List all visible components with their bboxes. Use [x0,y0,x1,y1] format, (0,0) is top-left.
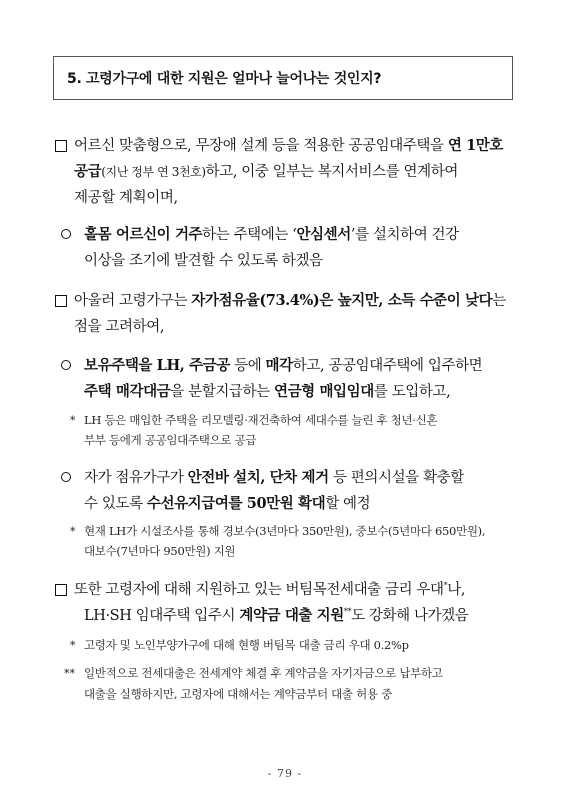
text-span-bold: 안심센서 [296,226,351,243]
note-1-line-1: LH 등은 매입한 주택을 리모델링·재건축하여 세대수를 늘린 후 청년·신혼 [84,413,438,427]
note-4-line-2: 대출을 실행하지만, 고령자에 대해서는 계약금부터 대출 허용 중 [84,687,392,701]
text-span-bold: 보유주택을 LH, 주금공 [84,357,230,374]
note-1-line-2: 부부 등에게 공공임대주택으로 공급 [84,433,257,447]
circle-bullet-icon [61,229,71,239]
note-3-line-1: 고령자 및 노인부양가구에 대해 현행 버팀목 대출 금리 우대 0.2%p [84,638,409,652]
text-span: ’를 설치하여 건강 [350,227,459,243]
note-2-line-2: 대보수(7년마다 950만원) 지원 [84,544,236,558]
paragraph-1-sub-line-2 [84,249,323,270]
paragraph-2-line-2 [74,315,164,336]
text-span-bold: 연금형 매입임대 [273,383,374,400]
text-span: 를 도입하고, [373,384,451,400]
square-bullet-icon [55,295,67,307]
text-span: 아울러 고령가구는 [74,293,192,309]
paragraph-2-sub-2-line-1 [84,466,464,487]
text-span-bold: 공급 [74,163,102,180]
note-2-line-1: 현재 LH가 시설조사를 통해 경보수(3년마다 350만원), 중보수(5년마다 650만원), [84,524,486,538]
footnote-mark: * [70,639,76,652]
text-span: 점을 고려하여, [74,319,165,335]
text-span-small: (지난 정부 연 3천호) [101,165,206,179]
text-span: 할 예정 [325,496,371,512]
text-span-bold: 자가점유율(73.4%)은 높지만, 소득 수준이 낮다 [191,292,493,309]
footnote-mark: ** [64,667,75,680]
text-span: 수 있도록 [84,496,147,512]
paragraph-2-sub-1-line-1 [84,354,482,375]
paragraph-3-line-2 [84,604,468,625]
paragraph-1-line-2 [74,160,458,181]
text-span-bold: 주택 매각대금 [84,383,171,400]
text-span: 제공할 계획이며, [74,190,178,206]
page-number: - 79 - [267,767,303,780]
text-span: 을 분할지급하는 [170,384,274,400]
text-span: 또한 고령자에 대해 지원하고 있는 버팀목전세대출 금리 우대 [74,582,444,598]
text-span: LH·SH 임대주택 입주시 [84,608,240,624]
paragraph-2-line-1 [74,289,506,310]
text-span: 등에 [229,358,266,374]
text-span: 는 [492,293,506,309]
text-span: 도 강화해 나가겠음 [351,608,469,624]
paragraph-2-sub-1-line-2 [84,380,450,401]
text-span-bold: 연 1만호 [447,137,504,154]
text-span-bold: 수선유지급여를 50만원 확대 [146,495,326,512]
square-bullet-icon [55,584,67,596]
circle-bullet-icon [61,360,71,370]
paragraph-1-line-3 [74,186,178,207]
text-span: 하는 주택에는 ‘ [202,227,297,243]
text-span-bold: 계약금 대출 지원 [239,607,344,624]
text-span: 자가 점유가구가 [84,470,188,486]
text-span: 이상을 조기에 발견할 수 있도록 하겠음 [84,253,323,269]
question-heading [53,56,513,100]
paragraph-1-sub-line-1 [84,223,459,244]
circle-bullet-icon [61,472,71,482]
text-span: 하고, 공공임대주택에 입주하면 [292,358,483,374]
text-span: 어르신 맞춤형으로, 무장애 설계 등을 적용한 공공임대주택을 [74,138,448,154]
paragraph-2-sub-2-line-2 [84,492,370,513]
footnote-mark: * [70,525,76,538]
text-span: 등 편의시설을 확충할 [328,470,464,486]
text-span: 하고, 이중 일부는 복지서비스를 연계하여 [205,164,458,180]
footnote-mark: * [70,414,76,427]
text-span-bold: 매각 [265,357,293,374]
text-span-bold: 안전바 설치, 단차 제거 [187,469,329,486]
superscript-mark: * [443,581,448,591]
text-span-bold: 홀몸 어르신이 거주 [84,226,203,243]
paragraph-3-line-1 [74,578,465,599]
square-bullet-icon [55,140,67,152]
paragraph-1-line-1 [74,134,503,155]
note-4-line-1: 일반적으로 전세대출은 전세계약 체결 후 계약금을 자기자금으로 납부하고 [84,666,443,680]
question-heading-text: 5. 고령가구에 대한 지원은 얼마나 늘어나는 것인지? [67,71,382,87]
superscript-mark: ** [343,607,352,617]
text-span: 나, [447,582,466,598]
